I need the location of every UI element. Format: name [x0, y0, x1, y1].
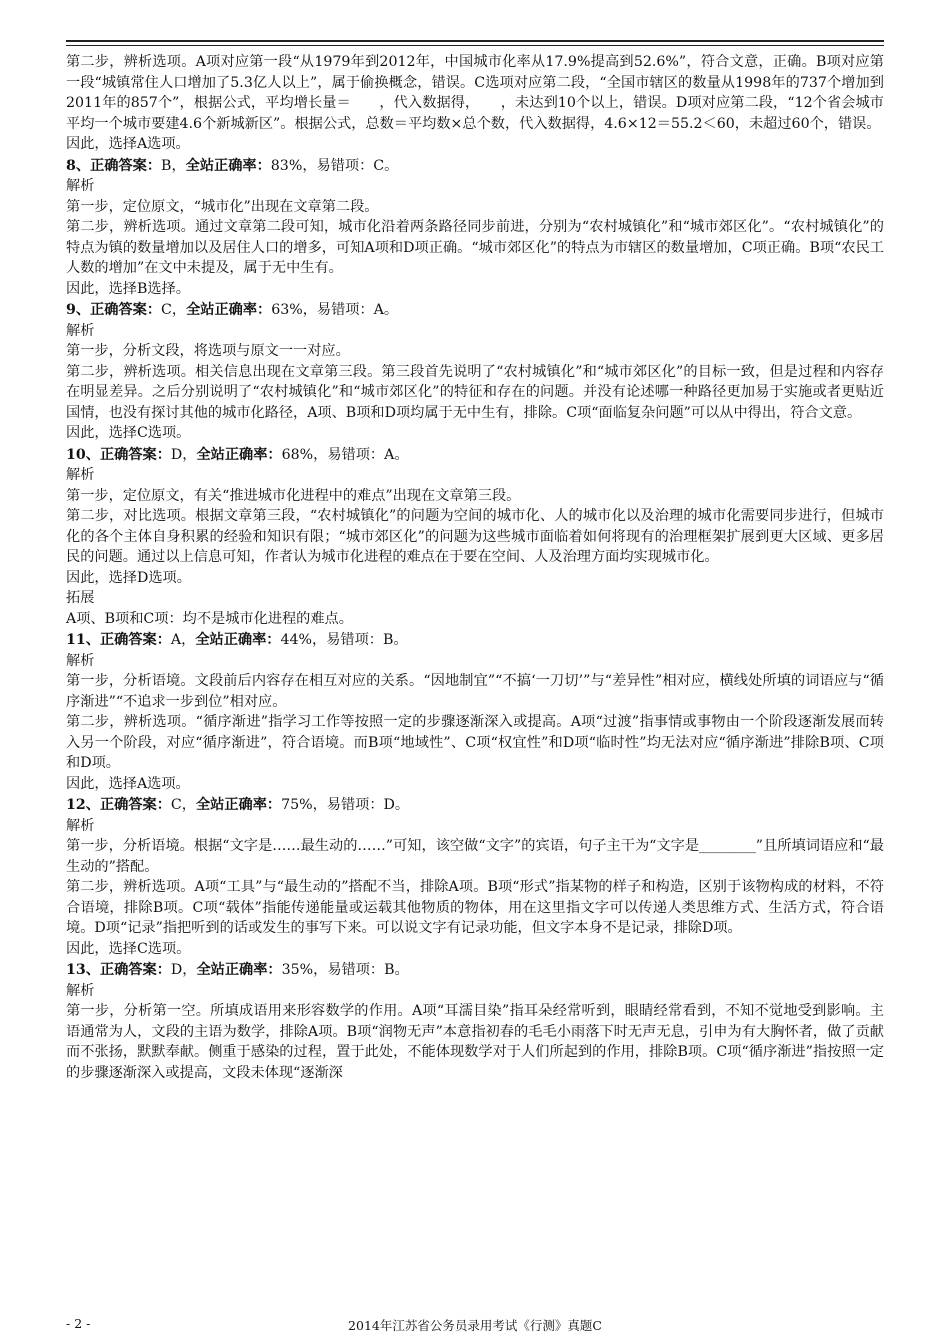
rate-label: 全站正确率：	[196, 446, 282, 463]
paragraph: 解析	[66, 178, 95, 194]
paragraph: 第一步，分析第一空。所填成语用来形容数学的作用。A项“耳濡目染”指耳朵经常听到，眼睛经常看到，不知不觉地受到影响。主语通常为人，文段的主语为数学，排除A项。B项“润物无声”本意指初春的毛毛小雨落下时无声无息，引申为有大胸怀者，做了贡献而不张扬，默默奉献。侧重于感染的过程，置于此处，不能体现数学对于人们所起到的作用，排除B项。C项“循序渐进”指按照一定的步骤逐渐深入或提高，文段未体现“逐渐深	[66, 1003, 884, 1081]
footer-title: 2014年江苏省公务员录用考试《行测》真题C	[348, 1318, 602, 1333]
rate-label: 全站正确率：	[195, 632, 281, 648]
paragraph: 因此，选择D选项。	[66, 569, 191, 586]
paragraph: 因此，选择A选项。	[66, 136, 190, 152]
paragraph: 第一步，定位原文，有关“推进城市化进程中的难点”出现在文章第三段。	[66, 487, 521, 504]
rate-label: 全站正确率：	[186, 302, 272, 318]
question-number: 8、	[66, 157, 91, 174]
rate-value: 35%，易错项：B。	[281, 962, 409, 978]
answer-line	[66, 156, 884, 177]
question-number: 10、	[66, 446, 100, 463]
rate-value: 75%，易错项：D。	[281, 797, 410, 813]
answer-label: 正确答案：	[90, 157, 162, 174]
answer-line	[66, 960, 884, 981]
answer-value: A，	[170, 632, 196, 648]
rate-value: 83%，易错项：C。	[270, 157, 399, 174]
paragraph: 第二步，辨析选项。“循序渐进”指学习工作等按照一定的步骤逐渐深入或提高。A项“过渡”指事情或事物由一个阶段逐渐发展而转入另一个阶段，对应“循序渐进”，符合语境。而B项“地域性”、C项“权宜性”和D项“临时性”均无法对应“循序渐进”排除B项、C项和D项。	[66, 714, 884, 771]
answer-line	[66, 795, 884, 816]
paragraph: 解析	[66, 467, 95, 483]
rate-value: 63%，易错项：A。	[271, 302, 399, 318]
rate-label: 全站正确率：	[195, 797, 282, 813]
paragraph: 第一步，定位原文，“城市化”出现在文章第二段。	[66, 198, 379, 215]
paragraph: 第二步，辨析选项。A项“工具”与“最生动的”搭配不当，排除A项。B项“形式”指某物的样子和构造，区别于该物构成的材料，不符合语境，排除B项。C项“载体”指能传递能量或运载其他物质的物体，用在这里指文字可以传递人类思维方式、生活方式，符合语境。D项“记录”指把听到的话或发生的事写下来。可以说文字有记录功能，但文字本身不是记录，排除D项。	[66, 879, 884, 936]
rate-label: 全站正确率：	[196, 962, 282, 978]
rate-label: 全站正确率：	[185, 157, 271, 174]
rate-value: 44%，易错项：B。	[280, 632, 408, 648]
paragraph: 因此，选择C选项。	[66, 425, 191, 441]
answer-value: B，	[161, 157, 186, 174]
answer-value: C，	[170, 797, 196, 813]
paragraph: 解析	[66, 817, 95, 834]
answer-value: C，	[161, 302, 187, 318]
paragraph: 第二步，辨析选项。通过文章第二段可知，城市化沿着两条路径同步前进，分别为“农村城镇化”和“城市郊区化”。“农村城镇化”的特点为镇的数量增加以及居住人口的增多，可知A项和D项正确。“城市郊区化”的特点为市辖区的数量增加，C项正确。B项“农民工人数的增加”在文中未提及，属于无中生有。	[66, 219, 884, 276]
paragraph: 第一步，分析文段，将选项与原文一一对应。	[66, 343, 350, 359]
answer-label: 正确答案：	[99, 797, 171, 813]
answer-label: 正确答案：	[90, 302, 162, 318]
rate-value: 68%，易错项：A。	[281, 446, 409, 463]
answer-line	[66, 445, 884, 466]
header-rule-thick	[66, 40, 884, 42]
answer-line	[66, 300, 884, 321]
header-rule-thin	[66, 45, 884, 46]
answer-label: 正确答案：	[99, 962, 171, 978]
answer-value: D，	[170, 962, 197, 978]
page-number: - 2 -	[66, 1316, 91, 1331]
answer-value: D，	[170, 446, 197, 463]
paragraph: 因此，选择C选项。	[66, 940, 191, 957]
paragraph: 解析	[66, 652, 95, 669]
paragraph: 第二步，辨析选项。A项对应第一段“从1979年到2012年，中国城市化率从17.9%提高到52.6%”，符合文意，正确。B项对应第一段“城镇常住人口增加了5.3亿人以上”，属于偷换概念，错误。C选项对应第二段，“全国市辖区的数量从1998年的737个增加到2011年的857个”，根据公式，平均增长量＝ ，代入数据得， ，未达到10个以上，错误。D项对应第二段，“12个省会城市平均一个城市要建4.6个新城新区”。根据公式，总数＝平均数×总个数，代入数据得，4.6×12＝55.2＜60，未超过60个，错误。	[66, 54, 884, 132]
answer-label: 正确答案：	[99, 632, 171, 648]
document-body	[66, 52, 884, 1083]
question-number: 13、	[66, 962, 100, 978]
question-number: 11、	[66, 632, 100, 648]
paragraph: 解析	[66, 982, 95, 999]
answer-line	[66, 630, 884, 651]
paragraph: 因此，选择B选择。	[66, 280, 190, 297]
paragraph: A项、B项和C项：均不是城市化进程的难点。	[66, 610, 353, 627]
answer-label: 正确答案：	[99, 446, 171, 463]
paragraph: 拓展	[66, 590, 95, 606]
paragraph: 第二步，辨析选项。相关信息出现在文章第三段。第三段首先说明了“农村城镇化”和“城市郊区化”的目标一致，但是过程和内容存在明显差异。之后分别说明了“农村城镇化”和“城市郊区化”的特征和存在的问题。并没有论述哪一种路径更加易于实施或者更贴近国情，也没有探讨其他的城市化路径，A项、B项和D项均属于无中生有，排除。C项“面临复杂问题”可以从中得出，符合文意。	[66, 363, 884, 421]
paragraph: 第二步，对比选项。根据文章第三段，“农村城镇化”的问题为空间的城市化、人的城市化以及治理的城市化需要同步进行，但城市化的各个主体自身积累的经验和知识有限；“城市郊区化”的问题为这些城市面临着如何将现有的治理框架扩展到更大区域、更多居民的问题。通过以上信息可知，作者认为城市化进程的难点在于要在空间、人及治理方面均实现城市化。	[66, 508, 884, 565]
paragraph: 第一步，分析语境。根据“文字是……最生动的……”可知，该空做“文字”的宾语，句子主干为“文字是________”且所填词语应和“最生动的”搭配。	[66, 838, 884, 875]
paragraph: 第一步，分析语境。文段前后内容存在相互对应的关系。“因地制宜”“不搞‘一刀切’”与“差异性”相对应，横线处所填的词语应与“循序渐进”“不追求一步到位”相对应。	[66, 673, 884, 710]
question-number: 9、	[66, 302, 91, 318]
paragraph: 解析	[66, 322, 95, 339]
question-number: 12、	[66, 797, 100, 813]
paragraph: 因此，选择A选项。	[66, 775, 190, 792]
